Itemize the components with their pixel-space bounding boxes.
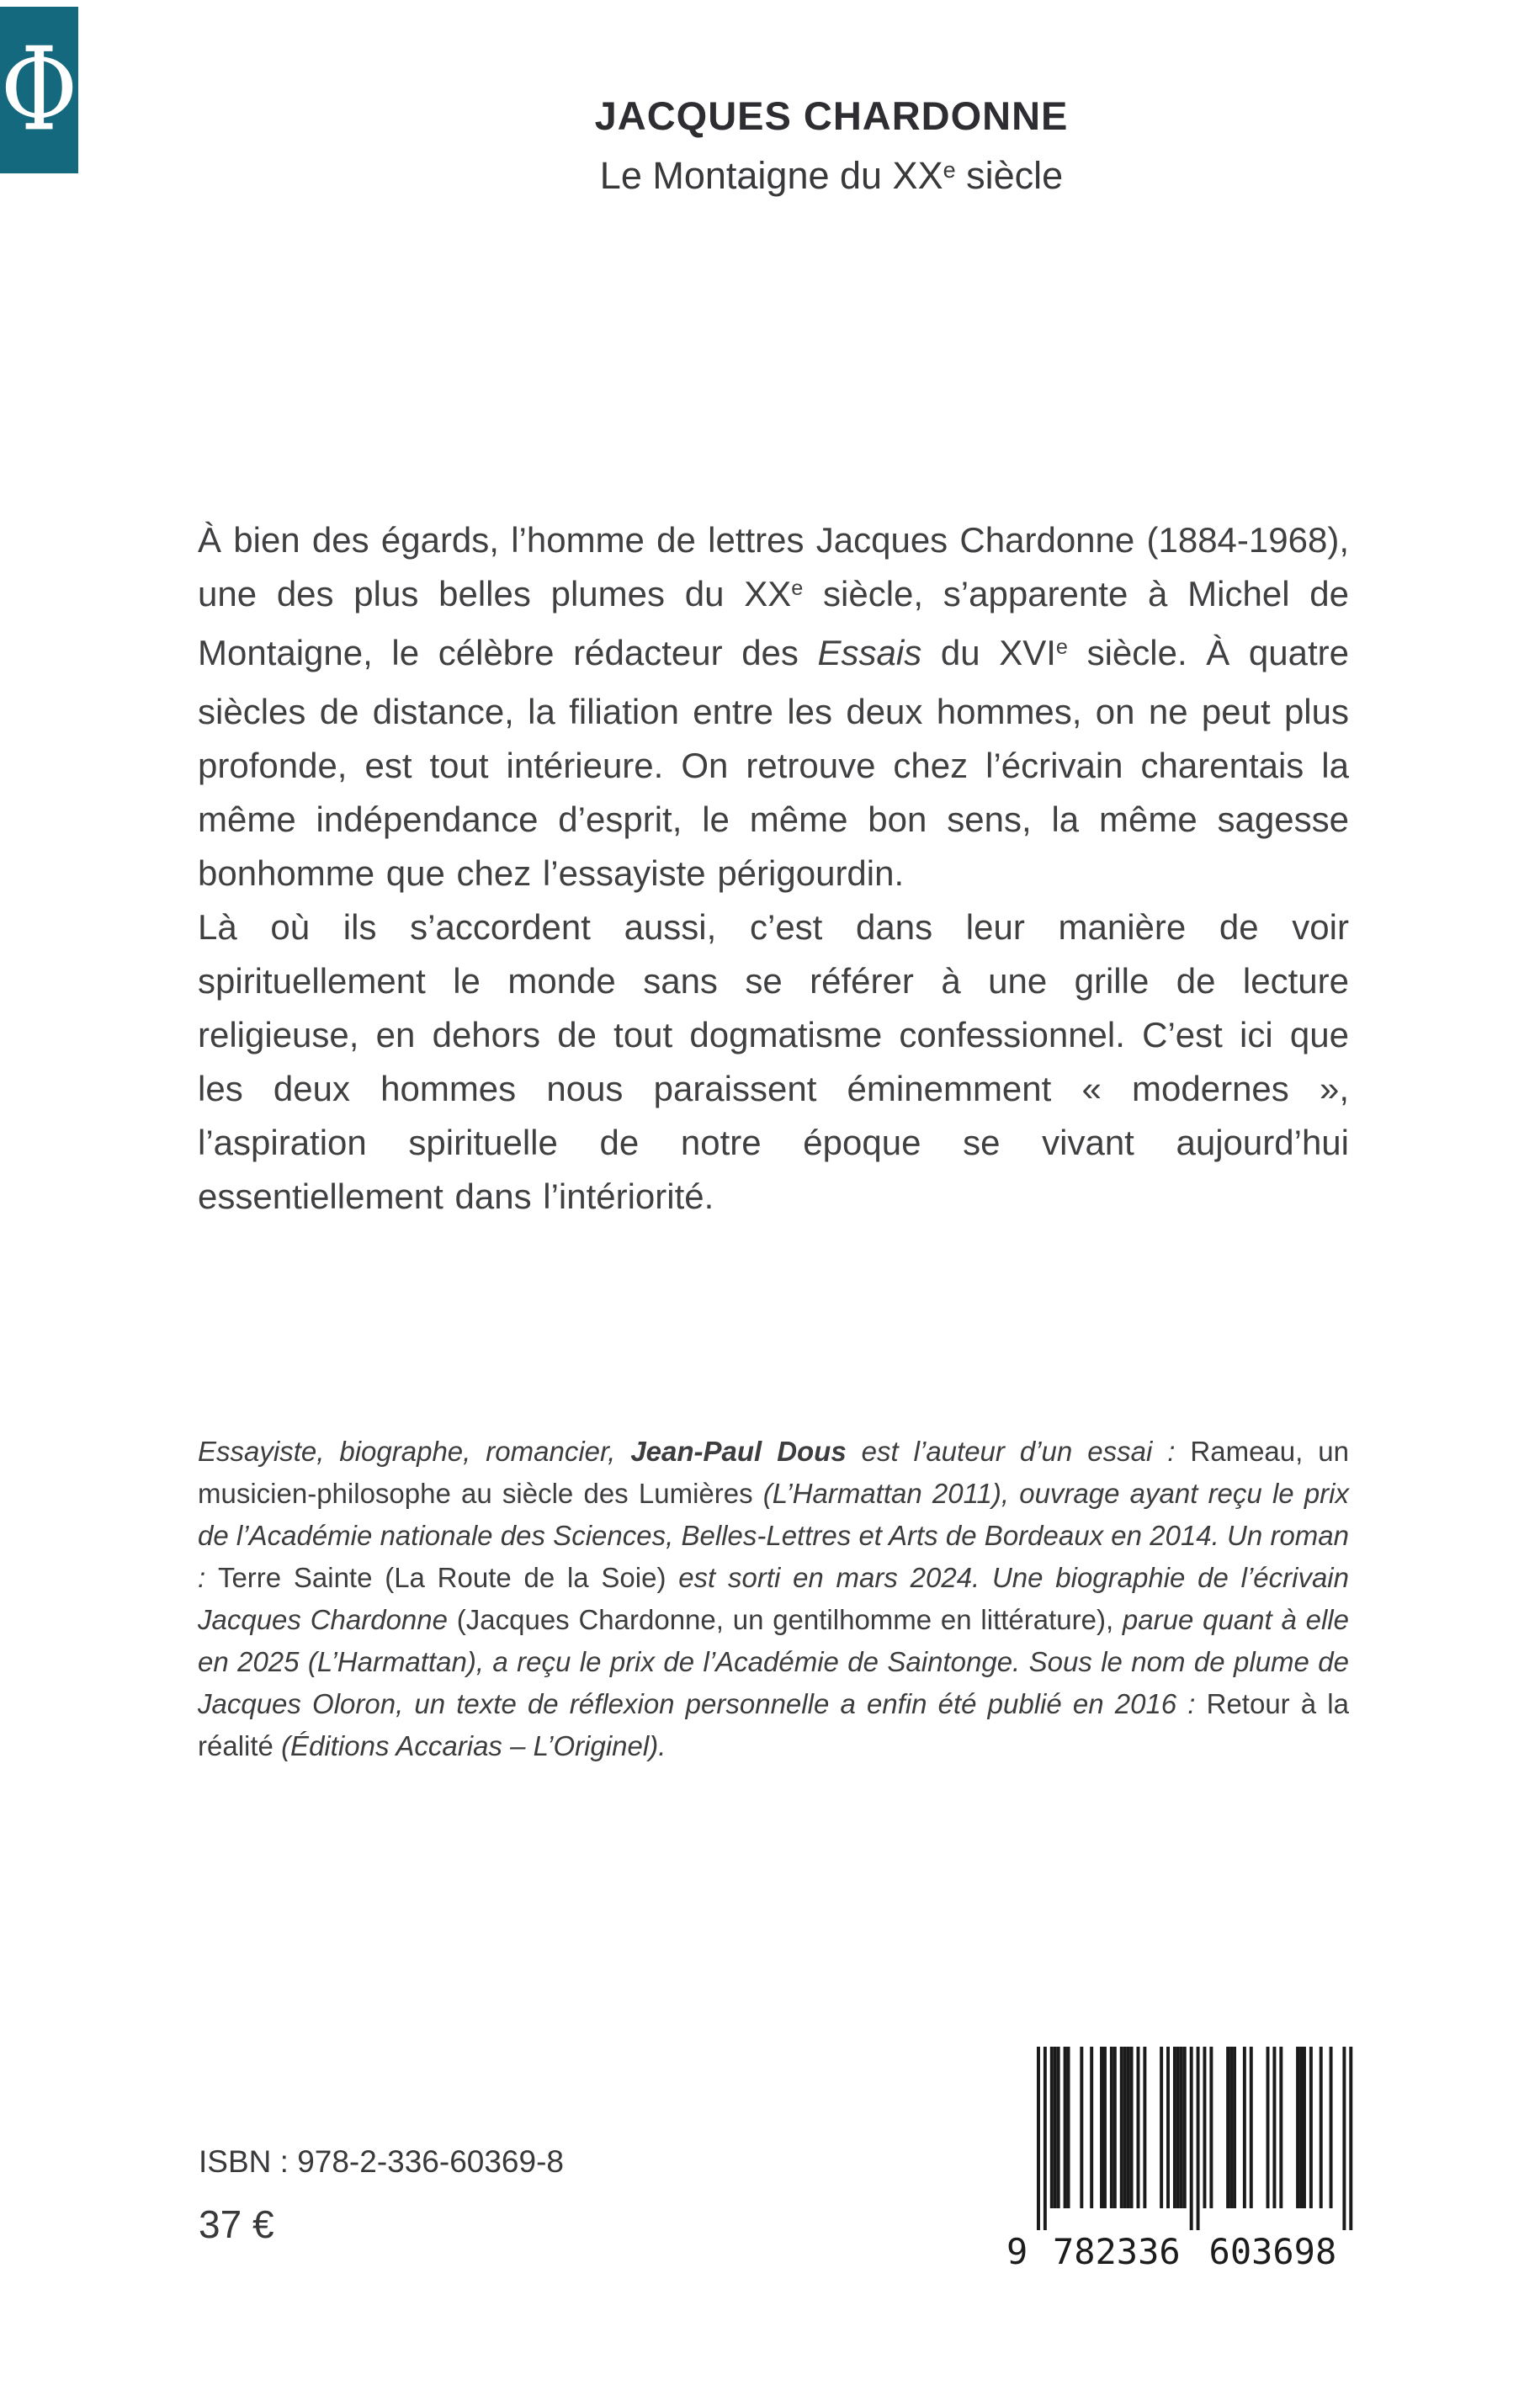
svg-text:603698: 603698 (1208, 2231, 1337, 2272)
header (0, 93, 1540, 198)
barcode (1001, 2047, 1367, 2272)
book-subtitle: Le Montaigne du XXe siècle (599, 154, 1064, 197)
price-label: 37 € (199, 2202, 274, 2246)
book-author-title: JACQUES CHARDONNE (594, 93, 1069, 138)
isbn-label: ISBN : 978-2-336-60369-8 (199, 2144, 564, 2179)
phi-logo-icon: Φ (0, 23, 78, 157)
barcode-svg (1001, 2047, 1367, 2272)
author-bio: Essayiste, biographe, romancier, Jean-Paul Dous est l’auteur d’un essai : Rameau, un musicien-philosophe au siècle des Lumières (L’Harmattan 2011), ouvrage ayant reçu le prix de l’Académie nationale des Sciences, Belles-Lettres et Arts de Bordeaux en 2014. Un roman : Terre Sainte (La Route de la Soie) est sorti en mars 2024. Une biographie de l’écrivain Jacques Chardonne (Jacques Chardonne, un gentilhomme en littérature), parue quant à elle en 2025 (L’Harmattan), a reçu le prix de l’Académie de Saintonge. Sous le nom de plume de Jacques Oloron, un texte de réflexion personnelle a enfin été publié en 2016 : Retour à la réalité (Éditions Accarias – L’Originel). (198, 1436, 1350, 1761)
synopsis-paragraph-1: À bien des égards, l’homme de lettres Jacques Chardonne (1884-1968), une des plus belles plumes du XXe siècle, s’apparente à Michel de Montaigne, le célèbre rédacteur des Essais du XVIe siècle. À quatre siècles de distance, la filiation entre les deux hommes, on ne peut plus profonde, est tout intérieure. On retrouve chez l’écrivain charentais la même indépendance d’esprit, le même bon sens, la même sagesse bonhomme que chez l’essayiste périgourdin. (198, 520, 1349, 893)
synopsis-paragraph-2: Là où ils s’accordent aussi, c’est dans leur manière de voir spirituellement le monde sans se référer à une grille de lecture religieuse, en dehors de tout dogmatisme confessionnel. C’est ici que les deux hommes nous paraissent éminemment « modernes », l’aspiration spirituelle de notre époque se vivant aujourd’hui essentiellement dans l’intériorité. (198, 907, 1349, 1216)
synopsis (198, 513, 1349, 1224)
svg-text:9: 9 (1006, 2231, 1028, 2272)
svg-text:782336: 782336 (1052, 2231, 1181, 2272)
